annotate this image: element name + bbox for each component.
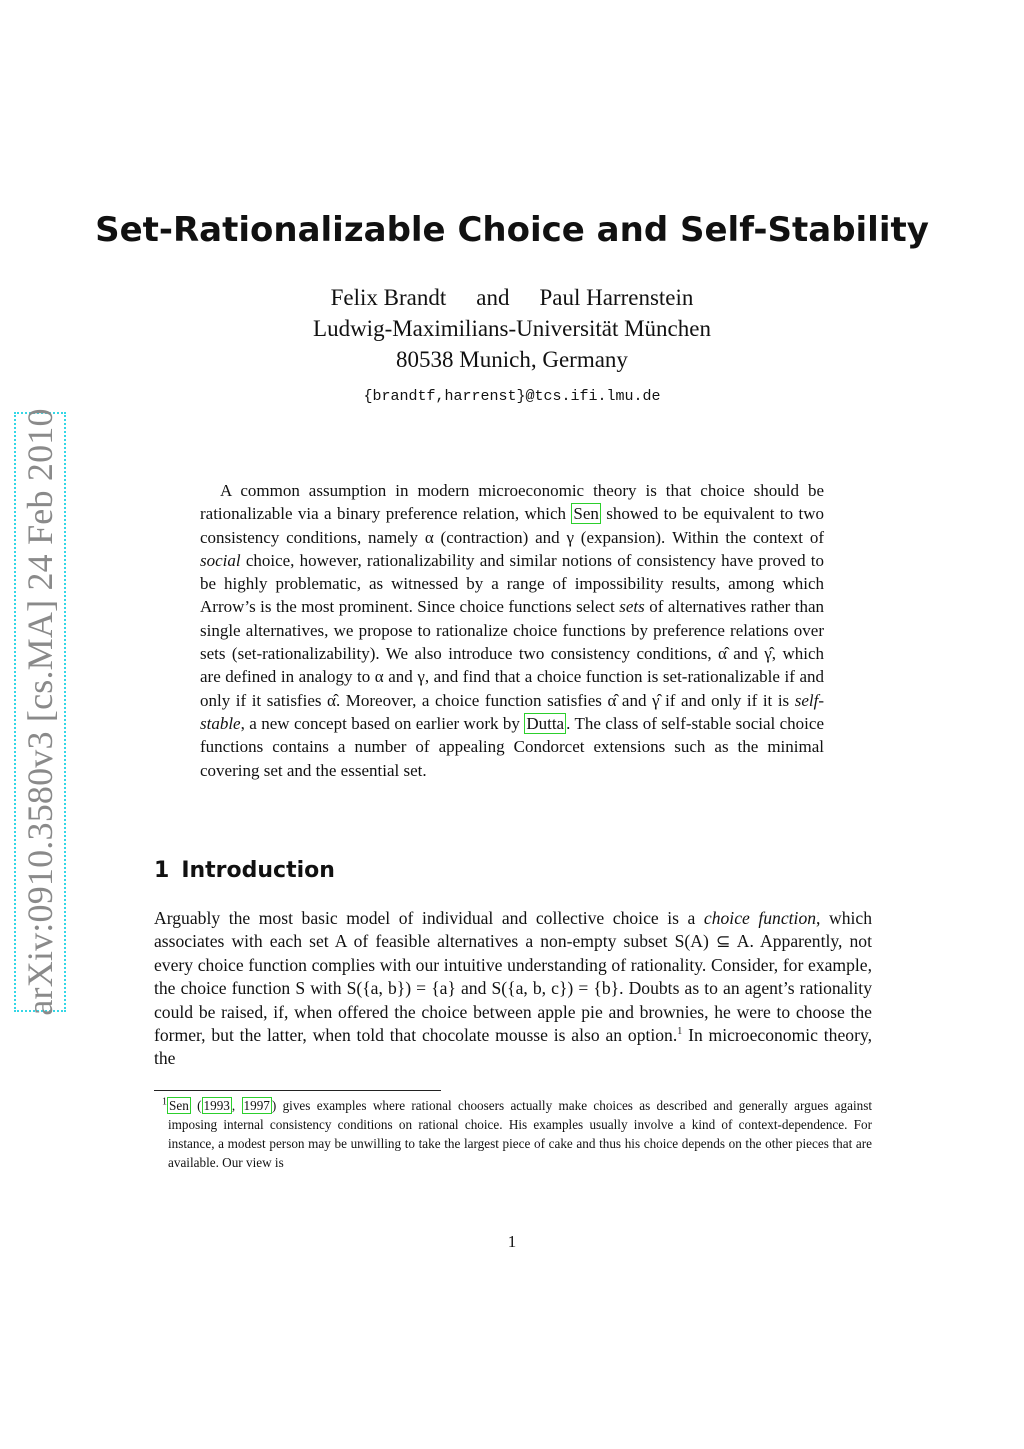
abstract-text: A common assumption in modern microeconomic theory is that choice should be rationalizable via a binary preference relation, which <box>200 481 824 524</box>
footnote-marker[interactable]: 1 <box>677 1026 683 1038</box>
emphasis: social <box>200 550 241 570</box>
arxiv-stamp-text: arXiv:0910.3580v3 [cs.MA] 24 Feb 2010 <box>20 408 60 1016</box>
footnote-number: 1 <box>162 1096 167 1108</box>
abstract-text: choice, however, rationalizability and similar notions of consistency have proved to be highly problematic, as witnessed by a range of impossibility results, among which Arrow’s is the most prominent. Since choice functions select <box>200 550 824 617</box>
citation-link[interactable]: 1993 <box>203 1098 230 1113</box>
affiliation: Ludwig-Maximilians-Universität München <box>313 316 711 341</box>
footnote-text: , <box>231 1098 242 1113</box>
footnote-rule <box>154 1090 441 1091</box>
citation-link[interactable]: Dutta <box>526 713 565 733</box>
abstract-text: of alternatives rather than single alternatives, we propose to rationalize choice functions by preference relations over sets (set-rationalizability). We also introduce two consistency conditions, α̂ and γ̂, which are defined in analogy to α and γ, and find that a choice function is set-rationalizable if and only if it satisfies α̂. Moreover, a choice function satisfies α̂ and γ̂ if and only if it is <box>200 597 825 710</box>
body-text: In microeconomic theory, the <box>154 1025 873 1069</box>
emphasis: sets <box>619 597 645 617</box>
body-text: , which associates with each set A of feasible alternatives a non-empty subset S(A) ⊆ A. Apparently, not every choice function complies with our intuitive understanding of rationality. Consider, for example, the choice function S with S({a, b}) = {a} and S({a, b, c}) = {b}. Doubts as to an agent’s rationality could be raised, if, when offered the choice between apple pie and brownies, he were to choose the former, but the latter, when told that chocolate mousse is also an option. <box>154 908 872 1046</box>
citation-link[interactable]: Sen <box>169 1098 189 1113</box>
section-heading <box>154 858 335 883</box>
abstract-text: showed to be equivalent to two consistency conditions, namely α (contraction) and γ (expansion). Within the context of <box>200 504 824 547</box>
abstract-text: . The class of self-stable social choice functions contains a number of appealing Condorcet extensions such as the minimal covering set and the essential set. <box>200 713 824 780</box>
abstract-text: , a new concept based on earlier work by <box>240 713 525 733</box>
author-name: Felix Brandt <box>330 285 447 310</box>
author-conjunction: and <box>476 285 510 310</box>
footnote-text: ) gives examples where rational choosers actually make choices as described and generally argues against imposing internal consistency conditions on rational choice. His examples usually involve a kind of context-dependence. For instance, a modest person may be unwilling to take the largest piece of cake and thus his choice depends on the other pieces that are available. Our view is <box>168 1098 872 1170</box>
section-title: Introduction <box>181 858 335 883</box>
page-number: 1 <box>507 1232 517 1251</box>
abstract <box>200 479 824 782</box>
author-name: Paul Harrenstein <box>539 285 694 310</box>
address: 80538 Munich, Germany <box>396 347 628 372</box>
email: {brandtf,harrenst}@tcs.ifi.lmu.de <box>363 388 661 405</box>
emphasis: choice function <box>703 908 817 928</box>
arxiv-stamp[interactable] <box>14 408 66 1016</box>
author-block <box>0 282 1024 412</box>
citation-link[interactable]: Sen <box>573 504 599 524</box>
footnote-text: ( <box>190 1098 202 1113</box>
section-number: 1 <box>154 858 170 883</box>
citation-link[interactable]: 1997 <box>243 1098 270 1113</box>
intro-paragraph <box>154 907 872 1071</box>
emphasis: self-stable <box>200 690 824 733</box>
body-text: Arguably the most basic model of individual and collective choice is a <box>154 908 704 928</box>
footnote <box>154 1096 872 1172</box>
paper-title: Set-Rationalizable Choice and Self-Stability <box>95 210 929 250</box>
